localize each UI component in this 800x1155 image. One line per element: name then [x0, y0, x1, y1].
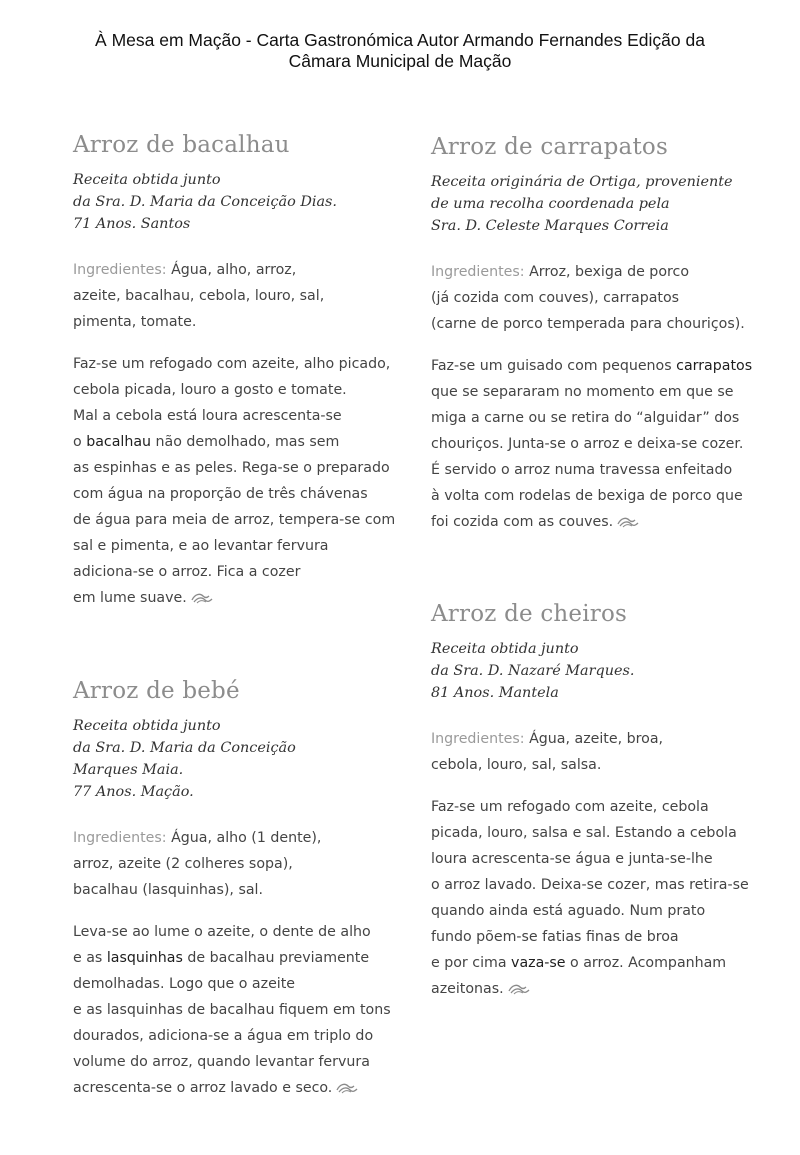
instruction-line [431, 509, 776, 535]
ingredients-line [73, 877, 418, 903]
ingredients-block [73, 825, 418, 903]
ingredients-line [431, 285, 776, 311]
recipe-arroz-de-carrapatos [431, 134, 776, 535]
ingredients-text: (carne de porco temperada para chouriços). [431, 316, 745, 332]
instruction-text: não demolhado, mas sem [151, 434, 340, 450]
instruction-line [73, 945, 418, 971]
instruction-line: à volta com rodelas de bexiga de porco que [431, 488, 743, 504]
wave-ornament-icon [508, 983, 530, 995]
recipe-source [73, 715, 418, 803]
instruction-text: o arroz. Acompanham [565, 955, 727, 971]
source-line: Receita originária de Ortiga, proveniente [431, 174, 733, 190]
recipe-title: Arroz de bacalhau [73, 132, 290, 158]
instruction-text: de bacalhau previamente [182, 950, 370, 966]
recipe-title: Arroz de carrapatos [431, 134, 668, 160]
ingredients-text: arroz, azeite (2 colheres sopa), [73, 856, 293, 872]
highlighted-term: carrapatos [676, 358, 753, 374]
ingredients-text: cebola, louro, sal, salsa. [431, 757, 602, 773]
ingredients-line [431, 752, 776, 778]
instruction-line: e as lasquinhas de bacalhau fiquem em tons [73, 1002, 391, 1018]
instruction-line: fundo põem-se fatias finas de broa [431, 929, 679, 945]
wave-ornament-icon [617, 516, 639, 528]
source-line: 77 Anos. Mação. [73, 784, 194, 800]
instruction-line: dourados, adiciona-se a água em triplo do [73, 1028, 374, 1044]
recipe-instructions [73, 351, 418, 611]
ingredients-line [431, 259, 776, 285]
highlighted-term: lasquinhas [106, 950, 183, 966]
wave-ornament-icon [336, 1082, 358, 1094]
instruction-text: azeitonas. [431, 981, 504, 997]
ingredients-label: Ingredientes: [431, 731, 525, 747]
ingredients-text: bacalhau (lasquinhas), sal. [73, 882, 263, 898]
ingredients-block [431, 259, 776, 337]
instruction-text: Faz-se um guisado com pequenos [431, 358, 677, 374]
source-line: da Sra. D. Maria da Conceição Dias. [73, 194, 337, 210]
source-line: Sra. D. Celeste Marques Correia [431, 218, 669, 234]
source-line: de uma recolha coordenada pela [431, 196, 670, 212]
header-line-1: À Mesa em Mação - Carta Gastronómica Autor Armando Fernandes Edição da [95, 30, 705, 50]
ingredients-text: Água, azeite, broa, [529, 731, 664, 747]
ingredients-text: pimenta, tomate. [73, 314, 197, 330]
source-line: Marques Maia. [73, 762, 184, 778]
instruction-line: que se separaram no momento em que se [431, 384, 734, 400]
recipe-instructions [73, 919, 418, 1101]
instruction-line [431, 950, 776, 976]
recipe-source [431, 638, 776, 704]
instruction-line: as espinhas e as peles. Rega-se o preparado [73, 460, 390, 476]
instruction-text: o [73, 434, 87, 450]
instruction-line [73, 1075, 418, 1101]
instruction-line: Mal a cebola está loura acrescenta-se [73, 408, 342, 424]
instruction-line: picada, louro, salsa e sal. Estando a cebola [431, 825, 737, 841]
recipe-source [431, 171, 776, 237]
recipe-title: Arroz de cheiros [431, 601, 628, 627]
ingredients-line [73, 257, 418, 283]
ingredients-label: Ingredientes: [431, 264, 525, 280]
instruction-line: o arroz lavado. Deixa-se cozer, mas retira-se [431, 877, 749, 893]
ingredients-text: Água, alho (1 dente), [171, 830, 322, 846]
instruction-text: e por cima [431, 955, 512, 971]
instruction-line [73, 429, 418, 455]
instruction-line: quando ainda está aguado. Num prato [431, 903, 706, 919]
ingredients-text: Água, alho, arroz, [171, 262, 297, 278]
recipe-instructions [431, 794, 776, 1002]
source-line: Receita obtida junto [431, 641, 579, 657]
recipe-instructions [431, 353, 776, 535]
source-line: Receita obtida junto [73, 172, 221, 188]
instruction-line: miga a carne ou se retira do “alguidar” dos [431, 410, 740, 426]
instruction-line: É servido o arroz numa travessa enfeitado [431, 462, 733, 478]
ingredients-block [73, 257, 418, 335]
instruction-line [431, 353, 776, 379]
recipe-arroz-de-bacalhau [73, 132, 418, 611]
ingredients-block [431, 726, 776, 778]
recipe-title: Arroz de bebé [73, 678, 240, 704]
ingredients-text: (já cozida com couves), carrapatos [431, 290, 680, 306]
wave-ornament-icon [191, 592, 213, 604]
source-line: da Sra. D. Nazaré Marques. [431, 663, 635, 679]
instruction-line: adiciona-se o arroz. Fica a cozer [73, 564, 301, 580]
ingredients-label: Ingredientes: [73, 830, 167, 846]
ingredients-text: Arroz, bexiga de porco [529, 264, 689, 280]
ingredients-line [431, 726, 776, 752]
instruction-text: em lume suave. [73, 590, 187, 606]
instruction-line: cebola picada, louro a gosto e tomate. [73, 382, 347, 398]
instruction-text: e as [73, 950, 107, 966]
ingredients-line [431, 311, 776, 337]
instruction-line: sal e pimenta, e ao levantar fervura [73, 538, 329, 554]
ingredients-line [73, 283, 418, 309]
source-line: 81 Anos. Mantela [431, 685, 559, 701]
instruction-line: chouriços. Junta-se o arroz e deixa-se cozer. [431, 436, 744, 452]
source-line: da Sra. D. Maria da Conceição [73, 740, 296, 756]
header-line-2: Câmara Municipal de Mação [288, 51, 512, 71]
ingredients-text: azeite, bacalhau, cebola, louro, sal, [73, 288, 325, 304]
recipe-arroz-de-cheiros [431, 601, 776, 1002]
instruction-line: demolhadas. Logo que o azeite [73, 976, 296, 992]
instruction-line: Leva-se ao lume o azeite, o dente de alho [73, 924, 371, 940]
highlighted-term: vaza-se [511, 955, 566, 971]
source-line: Receita obtida junto [73, 718, 221, 734]
ingredients-line [73, 309, 418, 335]
recipe-arroz-de-bebe [73, 678, 418, 1101]
instruction-line: Faz-se um refogado com azeite, cebola [431, 799, 709, 815]
instruction-line: de água para meia de arroz, tempera-se com [73, 512, 396, 528]
instruction-text: foi cozida com as couves. [431, 514, 614, 530]
page-header [0, 30, 800, 72]
instruction-line: Faz-se um refogado com azeite, alho picado, [73, 356, 391, 372]
instruction-line: loura acrescenta-se água e junta-se-lhe [431, 851, 713, 867]
instruction-line [73, 585, 418, 611]
recipe-source [73, 169, 418, 235]
instruction-line: volume do arroz, quando levantar fervura [73, 1054, 370, 1070]
highlighted-term: bacalhau [86, 434, 152, 450]
ingredients-line [73, 825, 418, 851]
instruction-line: com água na proporção de três chávenas [73, 486, 368, 502]
instruction-line [431, 976, 776, 1002]
ingredients-label: Ingredientes: [73, 262, 167, 278]
instruction-text: acrescenta-se o arroz lavado e seco. [73, 1080, 333, 1096]
ingredients-line [73, 851, 418, 877]
source-line: 71 Anos. Santos [73, 216, 191, 232]
